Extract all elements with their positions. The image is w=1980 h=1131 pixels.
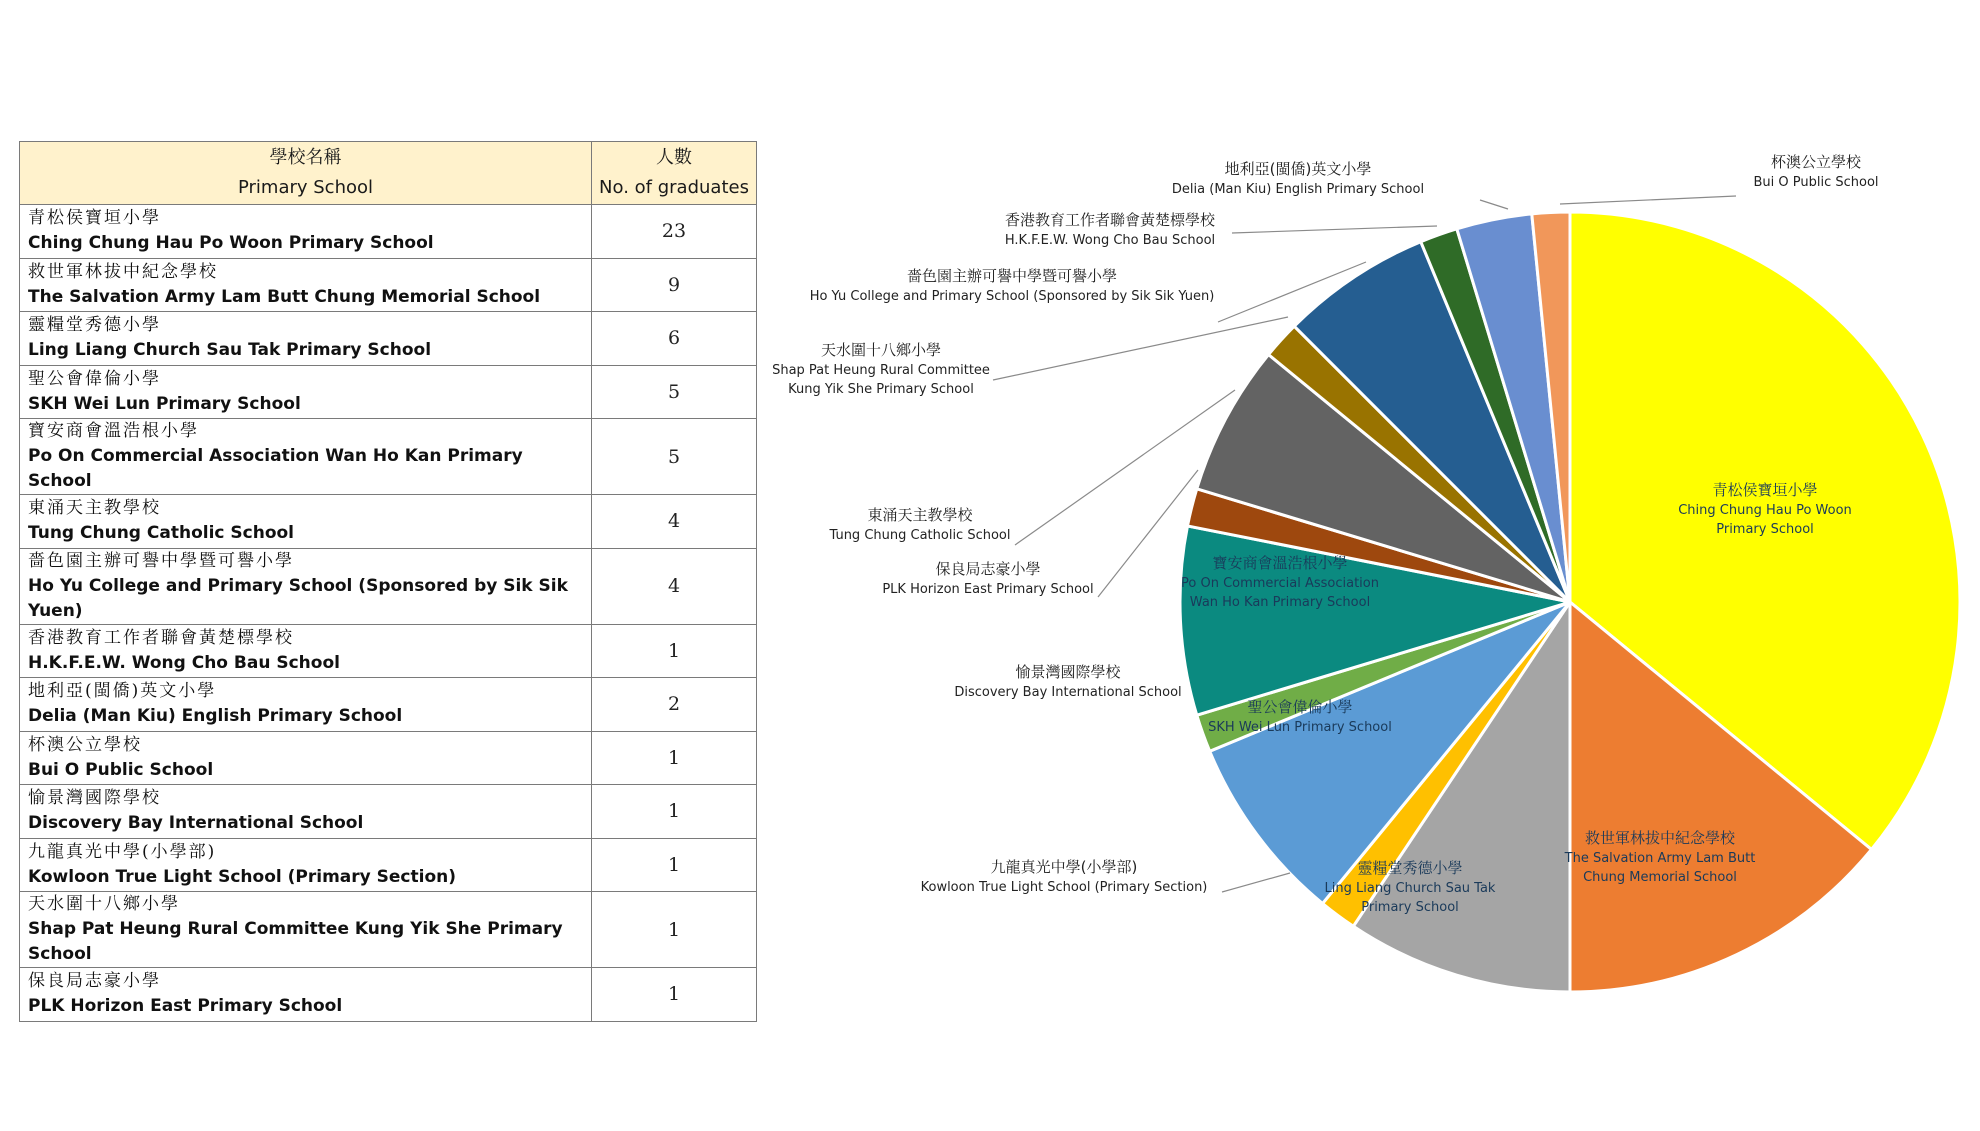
school-name-en: Tung Chung Catholic School xyxy=(28,523,295,544)
graduate-count-cell: 4 xyxy=(592,548,757,624)
slice-label-zh: 保良局志豪小學 xyxy=(935,560,1041,578)
slice-label xyxy=(1172,160,1424,197)
slice-label-zh: 愉景灣國際學校 xyxy=(1015,663,1121,681)
graduate-count-cell: 5 xyxy=(592,365,757,419)
school-name-zh: 杯澳公立學校 xyxy=(28,734,142,755)
slice-label xyxy=(954,663,1181,700)
school-name-en: H.K.F.E.W. Wong Cho Bau School xyxy=(28,652,340,673)
slice-label-zh: 天水圍十八鄉小學 xyxy=(820,341,942,359)
school-name-en: SKH Wei Lun Primary School xyxy=(28,393,301,414)
slice-label-zh: 地利亞(閩僑)英文小學 xyxy=(1224,160,1372,178)
slice-label-zh: 青松侯寶垣小學 xyxy=(1712,481,1818,499)
slice-label-en: Shap Pat Heung Rural Committee xyxy=(772,363,990,378)
school-name-zh: 靈糧堂秀德小學 xyxy=(28,315,161,336)
slice-label xyxy=(772,341,990,397)
graduate-count-cell: 2 xyxy=(592,678,757,732)
school-name-en: Shap Pat Heung Rural Committee Kung Yik She Primary School xyxy=(28,919,563,964)
slice-label-en: Chung Memorial School xyxy=(1583,870,1737,885)
slice-label-zh: 靈糧堂秀德小學 xyxy=(1357,859,1463,877)
school-name-en: Discovery Bay International School xyxy=(28,813,364,834)
slice-label-en: Kung Yik She Primary School xyxy=(788,382,974,397)
graduate-count-cell: 5 xyxy=(592,419,757,495)
school-name-zh: 寶安商會溫浩根小學 xyxy=(28,421,199,441)
school-name-en: Bui O Public School xyxy=(28,759,214,780)
header-school-en: Primary School xyxy=(237,177,374,198)
school-name-en: PLK Horizon East Primary School xyxy=(28,996,343,1017)
school-name-en: Kowloon True Light School (Primary Section) xyxy=(28,866,456,887)
slice-label xyxy=(921,858,1208,895)
school-name-zh: 青松侯寶垣小學 xyxy=(28,208,161,229)
school-name-zh: 嗇色園主辦可譽中學暨可譽小學 xyxy=(28,550,294,571)
leader-line xyxy=(1232,226,1437,233)
graduate-count-cell: 1 xyxy=(592,892,757,968)
school-name-en: Ling Liang Church Sau Tak Primary School xyxy=(28,340,432,361)
slice-label-en: H.K.F.E.W. Wong Cho Bau School xyxy=(1004,233,1216,248)
slice-label-zh: 救世軍林拔中紀念學校 xyxy=(1584,829,1736,847)
slice-label xyxy=(882,560,1093,597)
slice-label xyxy=(1753,153,1878,190)
school-name-en: Ho Yu College and Primary School (Sponsored by Sik Sik Yuen) xyxy=(28,575,568,621)
header-school-zh: 學校名稱 xyxy=(269,147,342,168)
slice-label-en: The Salvation Army Lam Butt xyxy=(1564,851,1756,866)
slice-label-en: Bui O Public School xyxy=(1753,175,1879,190)
leader-line xyxy=(1560,196,1736,204)
slice-label-zh: 東涌天主教學校 xyxy=(867,506,973,524)
leader-line xyxy=(1480,200,1508,209)
slice-label-en: Tung Chung Catholic School xyxy=(829,528,1011,543)
slice-label-en: Discovery Bay International School xyxy=(954,685,1182,700)
school-name-zh: 愉景灣國際學校 xyxy=(28,788,161,809)
slice-label-en: PLK Horizon East Primary School xyxy=(882,582,1094,597)
school-name-zh: 天水圍十八鄉小學 xyxy=(28,894,180,914)
school-name-zh: 香港教育工作者聯會黃楚標學校 xyxy=(28,627,294,648)
school-name-zh: 九龍真光中學(小學部) xyxy=(28,841,217,862)
leader-line xyxy=(993,317,1288,380)
school-name-zh: 地利亞(閩僑)英文小學 xyxy=(28,681,217,702)
slice-label-en: Ching Chung Hau Po Woon xyxy=(1678,503,1852,518)
slice-label xyxy=(828,506,1010,543)
school-name-zh: 救世軍林拔中紀念學校 xyxy=(28,261,218,282)
slice-label-en: Wan Ho Kan Primary School xyxy=(1189,595,1371,610)
school-name-en: The Salvation Army Lam Butt Chung Memorial School xyxy=(28,286,541,307)
slice-label-en: Po On Commercial Association xyxy=(1181,576,1379,591)
graduate-count-cell: 1 xyxy=(592,968,757,1022)
header-count-en: No. of graduates xyxy=(599,177,749,198)
slice-label-en: Kowloon True Light School (Primary Section) xyxy=(920,880,1208,895)
slice-label xyxy=(810,267,1215,304)
slice-label-zh: 寶安商會溫浩根小學 xyxy=(1212,554,1348,572)
leader-line xyxy=(1222,873,1290,892)
slice-label-en: Delia (Man Kiu) English Primary School xyxy=(1171,182,1425,197)
school-name-zh: 聖公會偉倫小學 xyxy=(28,368,161,389)
slice-label-zh: 嗇色園主辦可譽中學暨可譽小學 xyxy=(906,267,1118,285)
graduate-count-cell: 1 xyxy=(592,731,757,785)
slice-label-en: Ling Liang Church Sau Tak xyxy=(1324,881,1496,896)
slice-label xyxy=(1564,829,1756,885)
school-name-en: Delia (Man Kiu) English Primary School xyxy=(28,706,403,727)
slice-label-en: SKH Wei Lun Primary School xyxy=(1208,720,1392,735)
slice-label-zh: 聖公會偉倫小學 xyxy=(1247,698,1353,716)
graduate-count-cell: 1 xyxy=(592,838,757,892)
slice-label-en: Primary School xyxy=(1361,900,1459,915)
graduate-count-cell: 1 xyxy=(592,624,757,678)
header-count-zh: 人數 xyxy=(656,147,692,168)
graduate-count-cell: 9 xyxy=(592,258,757,312)
graduate-count-cell: 1 xyxy=(592,785,757,839)
slice-label-en: Primary School xyxy=(1716,522,1814,537)
school-name-zh: 保良局志豪小學 xyxy=(28,971,161,992)
slice-label-zh: 九龍真光中學(小學部) xyxy=(990,858,1138,876)
school-name-en: Ching Chung Hau Po Woon Primary School xyxy=(28,233,434,254)
graduate-count-cell: 4 xyxy=(592,495,757,549)
slice-label-zh: 杯澳公立學校 xyxy=(1770,153,1862,171)
school-name-zh: 東涌天主教學校 xyxy=(28,498,161,519)
slice-label-zh: 香港教育工作者聯會黃楚標學校 xyxy=(1004,211,1216,229)
graduate-count-cell: 23 xyxy=(592,205,757,259)
school-name-en: Po On Commercial Association Wan Ho Kan Primary School xyxy=(28,446,523,491)
slice-label-en: Ho Yu College and Primary School (Sponsored by Sik Sik Yuen) xyxy=(809,289,1215,304)
graduate-count-cell: 6 xyxy=(592,312,757,366)
slice-label xyxy=(1005,211,1216,248)
